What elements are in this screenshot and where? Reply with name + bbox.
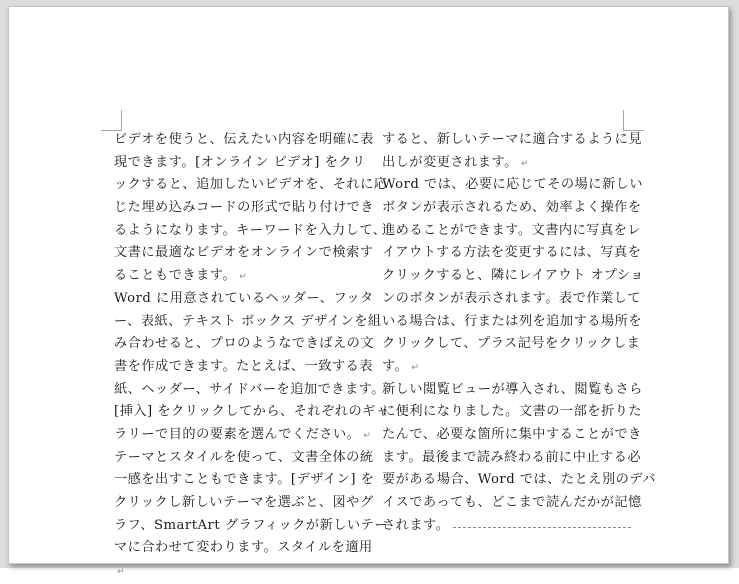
line-text: イアウトする方法を変更するには、写真を bbox=[382, 245, 642, 261]
line-text: じた埋め込みコードの形式で貼り付けでき bbox=[114, 200, 375, 216]
text-line bbox=[114, 492, 376, 515]
line-text: クリックすると、隣にレイアウト オプショ bbox=[382, 268, 644, 284]
paragraph-mark-icon: ↵ bbox=[363, 430, 372, 441]
line-text: ビデオを使うと、伝えたい内容を明確に表 bbox=[114, 132, 374, 147]
text-line bbox=[382, 129, 643, 152]
text-line bbox=[382, 379, 643, 402]
text-line bbox=[114, 197, 376, 220]
line-text: いる場合は、行または列を追加する場所を bbox=[382, 313, 643, 329]
line-text: ー、表紙、テキスト ボックス デザインを組 bbox=[114, 313, 382, 329]
text-line bbox=[382, 356, 630, 379]
text-line bbox=[114, 129, 376, 152]
text-line bbox=[114, 515, 389, 538]
line-text: ラフ、SmartArt グラフィックが新しいテー bbox=[114, 517, 389, 533]
text-line bbox=[114, 242, 376, 265]
text-line bbox=[382, 152, 630, 175]
right-column bbox=[382, 129, 656, 537]
text-line bbox=[382, 469, 656, 492]
line-text: Word に用意されているヘッダー、フッタ bbox=[114, 290, 374, 306]
text-line bbox=[114, 469, 376, 492]
text-line bbox=[382, 401, 643, 424]
line-text: 文書に最適なビデオをオンラインで検索す bbox=[114, 245, 374, 261]
line-text: [挿入] をクリックしてから、それぞれのギャ bbox=[114, 404, 390, 420]
text-line bbox=[114, 265, 376, 288]
text-line bbox=[382, 424, 642, 447]
line-text: す。 bbox=[382, 358, 409, 374]
paragraph-mark-icon: ↵ bbox=[411, 362, 420, 373]
line-text: ます。最後まで読み終わる前に中止する必 bbox=[382, 449, 642, 465]
line-text: 書を作成できます。たとえば、一致する表 bbox=[114, 358, 374, 374]
text-line bbox=[114, 401, 390, 424]
line-text: 出しが変更されます。 bbox=[382, 154, 518, 170]
line-text: クリックして、プラス記号をクリックしま bbox=[382, 336, 641, 352]
line-text: み合わせると、プロのようなできばえの文 bbox=[114, 336, 375, 352]
line-text: すると、新しいテーマに適合するように見 bbox=[382, 132, 643, 147]
line-text: Word では、必要に応じてその場に新しい bbox=[382, 177, 644, 193]
line-text: ることもできます。 bbox=[114, 268, 237, 284]
line-text: 要がある場合、Word では、たとえ別のデバ bbox=[382, 472, 656, 488]
text-line bbox=[114, 447, 376, 470]
left-column bbox=[114, 129, 390, 583]
text-line bbox=[114, 288, 376, 311]
line-text: ラリーで目的の要素を選んでください。 bbox=[114, 426, 361, 442]
crop-mark-top-left bbox=[101, 110, 122, 131]
text-line bbox=[114, 152, 376, 175]
line-text: ボタンが表示されるため、効率よく操作を bbox=[382, 200, 642, 216]
line-text: るようになります。キーワードを入力して、 bbox=[114, 222, 387, 238]
text-line bbox=[114, 537, 376, 560]
line-text: クリックし新しいテーマを選ぶと、図やグ bbox=[114, 495, 374, 510]
line-text: テーマとスタイルを使って、文書全体の統 bbox=[114, 449, 374, 465]
paragraph-mark-icon: ↵ bbox=[520, 158, 529, 169]
text-line bbox=[382, 447, 642, 470]
text-line bbox=[382, 515, 630, 538]
text-line bbox=[382, 220, 642, 243]
line-text: 進めることができます。文書内に写真をレ bbox=[382, 222, 642, 238]
text-line bbox=[114, 311, 382, 334]
paragraph-mark-icon: ↵ bbox=[239, 272, 248, 283]
line-text: 新しい閲覧ビューが導入され、閲覧もさら bbox=[382, 381, 643, 397]
text-line bbox=[114, 424, 376, 447]
text-line bbox=[382, 174, 644, 197]
text-line bbox=[114, 220, 387, 243]
text-line bbox=[114, 174, 388, 197]
text-line bbox=[114, 560, 376, 583]
paragraph-mark-icon: ↵ bbox=[117, 567, 126, 578]
document-page bbox=[8, 6, 729, 578]
text-line bbox=[382, 311, 643, 334]
line-text: たんで、必要な箇所に集中することができ bbox=[382, 426, 642, 442]
line-text: されます。 bbox=[382, 517, 450, 533]
text-line bbox=[382, 197, 642, 220]
line-text: 一感を出すこともできます。[デザイン] を bbox=[114, 472, 375, 488]
text-line bbox=[382, 492, 642, 515]
line-text: 紙、ヘッダー、サイドバーを追加できます。 bbox=[114, 381, 385, 397]
column-break-line bbox=[453, 527, 631, 528]
text-line bbox=[114, 379, 385, 402]
line-text: マに合わせて変わります。スタイルを適用 bbox=[114, 540, 373, 556]
text-line bbox=[382, 288, 642, 311]
text-line bbox=[382, 242, 642, 265]
crop-mark-top-right bbox=[623, 110, 644, 131]
text-line bbox=[114, 333, 376, 356]
line-text: ンのボタンが表示されます。表で作業して bbox=[382, 290, 642, 306]
text-line bbox=[382, 333, 641, 356]
line-text: に便利になりました。文書の一部を折りた bbox=[382, 404, 643, 420]
text-line bbox=[382, 265, 644, 288]
line-text: イスであっても、どこまで読んだかが記憶 bbox=[382, 495, 642, 510]
line-text: ックすると、追加したいビデオを、それに応 bbox=[114, 177, 388, 193]
line-text: 現できます。[オンライン ビデオ] をクリ bbox=[114, 154, 366, 170]
text-line bbox=[114, 356, 376, 379]
